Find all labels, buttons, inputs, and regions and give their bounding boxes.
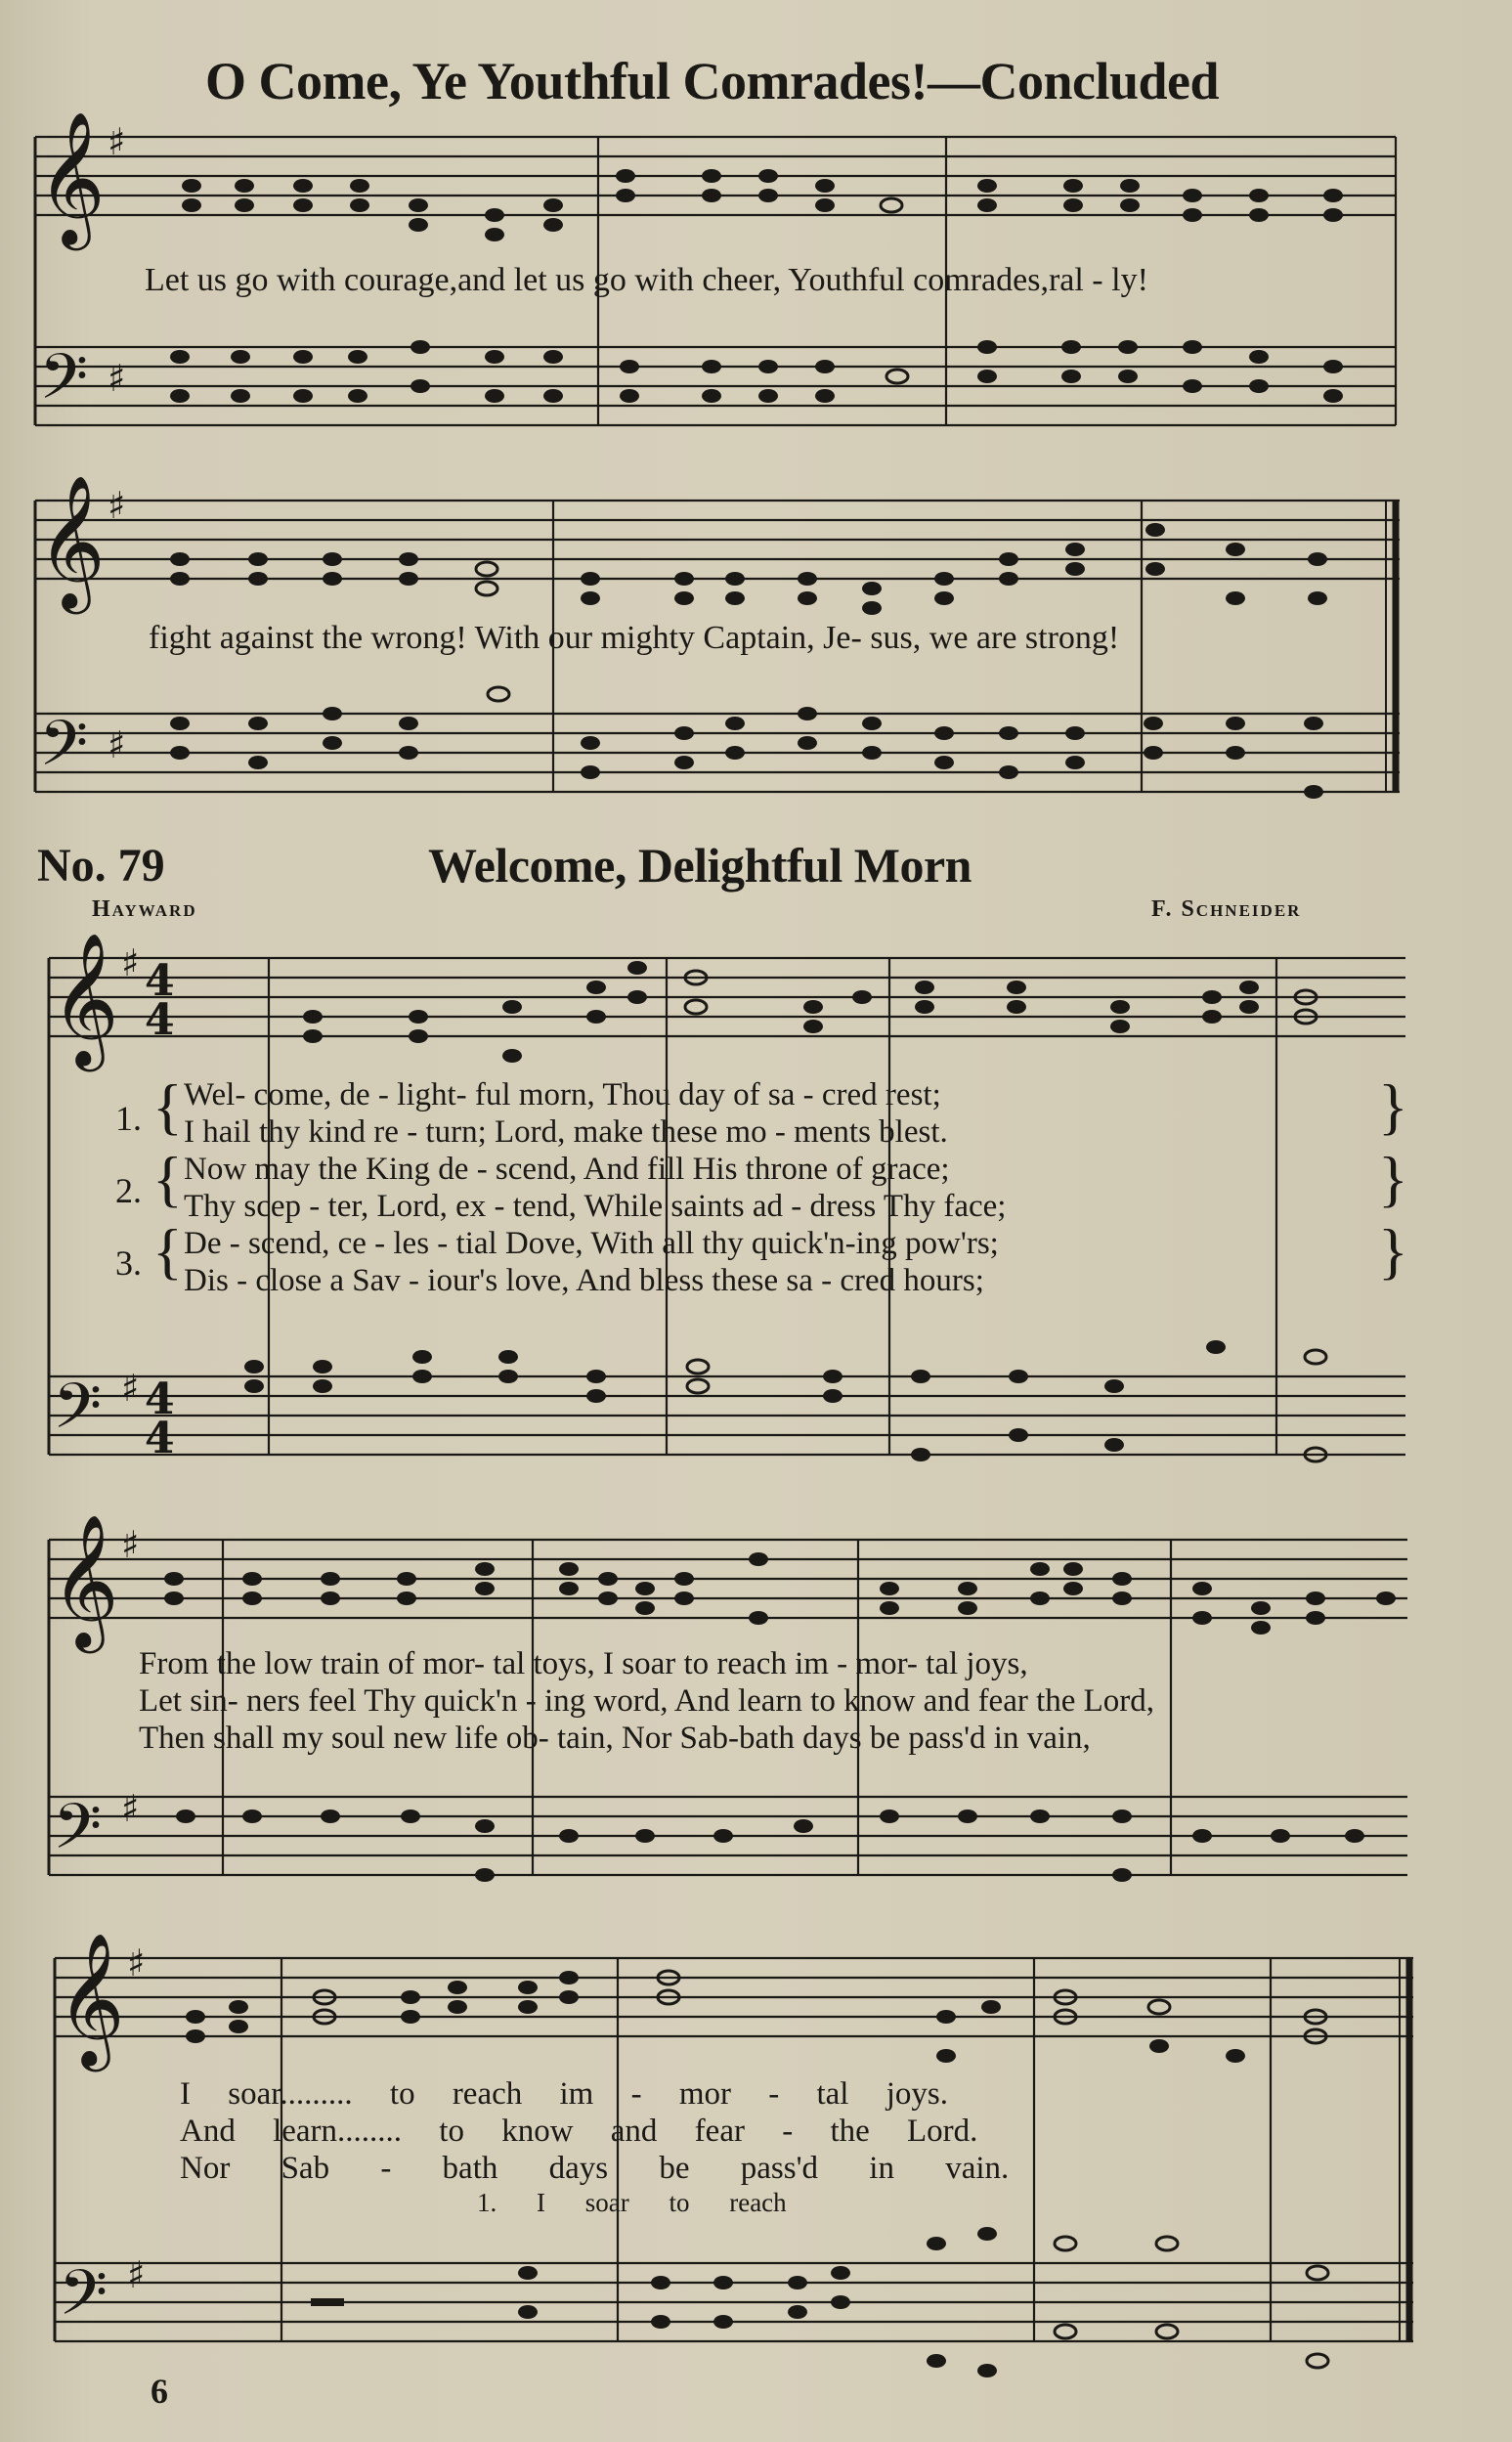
- verse-line: De - scend, ce - les - tial Dove, With all thy quick'n-ing pow'rs;: [184, 1226, 999, 1261]
- svg-text:♯: ♯: [108, 120, 126, 163]
- svg-text:4: 4: [145, 1374, 175, 1424]
- svg-text:♯: ♯: [127, 2253, 146, 2296]
- verse-line: Nor Sab - bath days be pass'd in vain.: [180, 2151, 1010, 2186]
- verse-brace-right: }: [1378, 1071, 1408, 1141]
- svg-text:♯: ♯: [127, 1941, 146, 1984]
- treble-clef: 𝄞: [37, 109, 106, 244]
- verse-brace-right: }: [1378, 1216, 1408, 1286]
- svg-text:4: 4: [145, 995, 175, 1045]
- svg-text:♯: ♯: [121, 1523, 140, 1566]
- verse-number-2: 2.: [115, 1171, 142, 1210]
- verse-line: I soar......... to reach im - mor - tal joys.: [180, 2076, 948, 2112]
- svg-text:♯: ♯: [121, 1367, 140, 1410]
- verse-number-1: 1.: [115, 1099, 142, 1138]
- system2-lyric: fight against the wrong! With our mighty Captain, Je- sus, we are strong!: [149, 620, 1120, 656]
- verse-brace-right: }: [1378, 1144, 1408, 1213]
- verse-line: Wel- come, de - light- ful morn, Thou day of sa - cred rest;: [184, 1077, 941, 1112]
- composer-credit: F. Schneider: [1151, 896, 1302, 922]
- verse-number-3: 3.: [115, 1243, 142, 1283]
- svg-text:𝄢: 𝄢: [59, 2257, 108, 2345]
- system1-lyric: Let us go with courage,and let us go with cheer, Youthful comrades,ral - ly!: [145, 262, 1148, 298]
- concluded-title: O Come, Ye Youthful Comrades!—Concluded: [205, 52, 1220, 110]
- page-number: 6: [151, 2372, 168, 2411]
- svg-text:♯: ♯: [121, 941, 140, 984]
- verse-brace-left: {: [152, 1216, 183, 1286]
- final-barlines: [1386, 501, 1409, 2341]
- bass-cue-lyric: 1. I soar to reach: [477, 2188, 787, 2217]
- verse-line: Thy scep - ter, Lord, ex - tend, While saints ad - dress Thy face;: [184, 1189, 1007, 1224]
- svg-text:4: 4: [145, 1414, 175, 1463]
- verse-line: Then shall my soul new life ob- tain, Nor Sab-bath days be pass'd in vain,: [139, 1721, 1091, 1756]
- system-brackets: [35, 137, 55, 2341]
- svg-text:𝄢: 𝄢: [53, 1791, 103, 1879]
- svg-text:𝄞: 𝄞: [37, 473, 106, 608]
- verse-line: Dis - close a Sav - iour's love, And bless these sa - cred hours;: [184, 1263, 984, 1298]
- svg-text:𝄢: 𝄢: [53, 1371, 103, 1459]
- svg-text:𝄢: 𝄢: [39, 708, 89, 796]
- verse-brace-left: {: [152, 1144, 183, 1213]
- hymn-number: No. 79: [37, 840, 165, 892]
- svg-text:♯: ♯: [108, 723, 126, 766]
- svg-text:𝄞: 𝄞: [57, 1931, 125, 2066]
- verse-line: Let sin- ners feel Thy quick'n - ing word, And learn to know and fear the Lord,: [139, 1683, 1155, 1719]
- verse-line: I hail thy kind re - turn; Lord, make these mo - ments blest.: [184, 1114, 948, 1150]
- verse-line: Now may the King de - scend, And fill His throne of grace;: [184, 1152, 950, 1187]
- verse-brace-left: {: [152, 1071, 183, 1141]
- svg-text:𝄞: 𝄞: [51, 931, 119, 1066]
- svg-text:𝄞: 𝄞: [51, 1512, 119, 1647]
- verse-line: From the low train of mor- tal toys, I soar to reach im - mor- tal joys,: [139, 1646, 1028, 1681]
- hymn-title: Welcome, Delightful Morn: [428, 838, 972, 893]
- svg-text:♯: ♯: [121, 1787, 140, 1830]
- svg-text:♯: ♯: [108, 484, 126, 527]
- lyricist-credit: Hayward: [92, 896, 197, 922]
- verse-line: And learn........ to know and fear - the Lord.: [180, 2114, 978, 2149]
- svg-text:4: 4: [145, 956, 175, 1006]
- svg-text:♯: ♯: [108, 357, 126, 400]
- bass-clef: 𝄢: [39, 341, 89, 429]
